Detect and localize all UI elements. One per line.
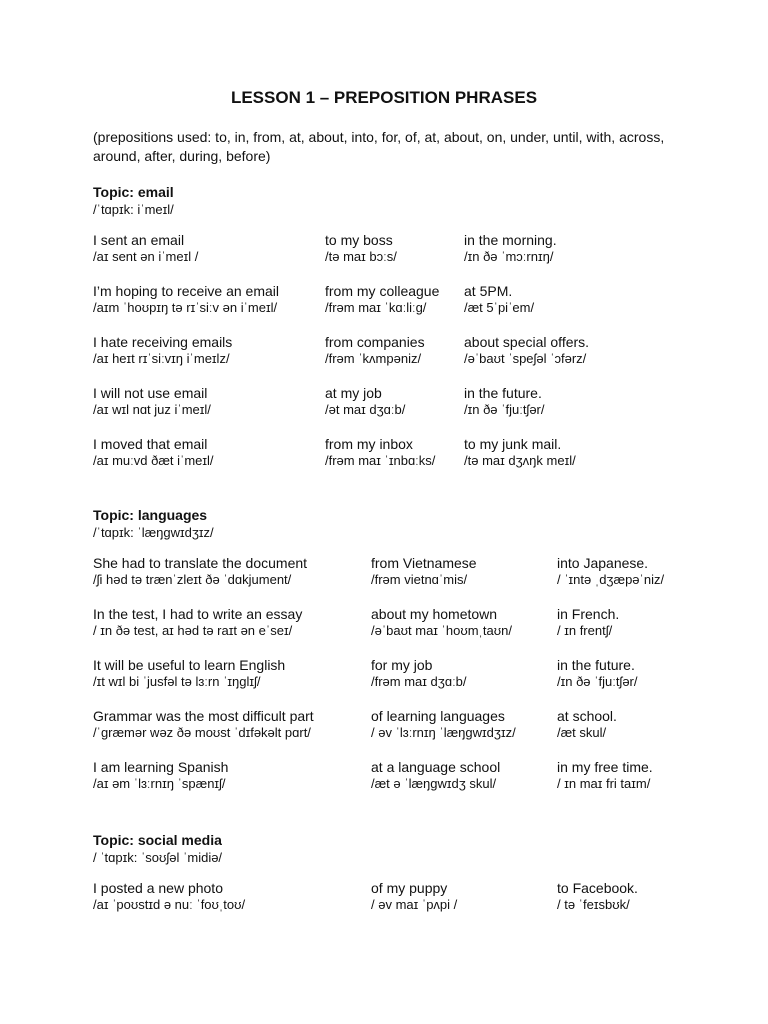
ipa-preposition-1: /frəm vietnɑˈmis/ (371, 572, 468, 587)
ipa-preposition-1: /əˈbaʊt maɪ ˈhoʊmˌtaʊn/ (371, 623, 512, 638)
phrase-preposition-1: from companies (325, 334, 425, 350)
phrase-preposition-2: in the future. (464, 385, 542, 401)
ipa-preposition-2: /æt skul/ (557, 725, 607, 740)
phrase-preposition-1: of learning languages (371, 708, 505, 724)
ipa-subject: / ɪn ðə test, aɪ həd tə raɪt ən eˈseɪ/ (93, 623, 293, 638)
section-languages (93, 506, 733, 793)
phrase-subject: I moved that email (93, 436, 208, 452)
topic-ipa: /ˈtɑpɪk: ˈlæŋgwɪdʒɪz/ (93, 525, 214, 540)
phrase-preposition-2: to Facebook. (557, 880, 638, 896)
ipa-preposition-1: /frəm maɪ ˈɪnbɑːks/ (325, 453, 436, 468)
topic-heading: Topic: social media (93, 832, 222, 848)
phrase-preposition-1: from my inbox (325, 436, 413, 452)
phrase-preposition-2: in French. (557, 606, 620, 622)
phrase-row (93, 880, 733, 914)
page-title: LESSON 1 – PREPOSITION PHRASES (230, 88, 538, 107)
phrase-row (93, 385, 733, 419)
ipa-subject: /aɪ heɪt rɪˈsiːvɪŋ iˈmeɪlz/ (93, 351, 230, 366)
section-email (93, 183, 733, 470)
ipa-subject: /aɪm ˈhoʊpɪŋ tə rɪˈsiːv ən iˈmeɪl/ (93, 300, 278, 315)
ipa-preposition-2: /əˈbaʊt ˈspeʃəl ˈɔfərz/ (464, 351, 587, 366)
ipa-subject: /ˈgræmər wəz ðə moʊst ˈdɪfəkəlt pɑrt/ (93, 725, 311, 740)
phrase-preposition-1: for my job (371, 657, 433, 673)
phrase-row (93, 436, 733, 470)
section-social-media (93, 831, 733, 914)
phrase-preposition-1: to my boss (325, 232, 393, 248)
phrase-row (93, 606, 733, 640)
phrase-preposition-2: to my junk mail. (464, 436, 562, 452)
topic-heading: Topic: email (93, 184, 174, 200)
phrase-row (93, 283, 733, 317)
ipa-preposition-1: /frəm ˈkʌmpəniz/ (325, 351, 422, 366)
ipa-subject: /aɪ ˈpoʊstɪd ə nuː ˈfoʊˌtoʊ/ (93, 897, 246, 912)
ipa-preposition-2: /ɪn ðə ˈfjuːtʃər/ (464, 402, 545, 417)
ipa-subject: /aɪ sent ən iˈmeɪl / (93, 249, 199, 264)
phrase-preposition-2: at 5PM. (464, 283, 513, 299)
ipa-preposition-1: /tə maɪ bɔːs/ (325, 249, 397, 264)
phrase-subject: I will not use email (93, 385, 208, 401)
phrase-subject: I sent an email (93, 232, 185, 248)
phrase-preposition-2: at school. (557, 708, 617, 724)
phrase-preposition-1: about my hometown (371, 606, 498, 622)
phrase-subject: I hate receiving emails (93, 334, 233, 350)
topic-ipa: / ˈtɑpɪk: ˈsoʊʃəl ˈmidiə/ (93, 850, 223, 865)
ipa-preposition-1: / əv maɪ ˈpʌpi / (371, 897, 458, 912)
phrase-subject: I am learning Spanish (93, 759, 229, 775)
phrase-subject: Grammar was the most difficult part (93, 708, 314, 724)
phrase-preposition-1: of my puppy (371, 880, 448, 896)
ipa-preposition-1: /frəm maɪ dʒɑːb/ (371, 674, 467, 689)
ipa-preposition-2: /ɪn ðə ˈmɔːrnɪŋ/ (464, 249, 554, 264)
ipa-preposition-2: / tə ˈfeɪsbʊk/ (557, 897, 630, 912)
phrase-preposition-1: at my job (325, 385, 382, 401)
ipa-subject: /aɪ əm ˈlɜːrnɪŋ ˈspænɪʃ/ (93, 776, 226, 791)
ipa-preposition-2: /tə maɪ dʒʌŋk meɪl/ (464, 453, 576, 468)
phrase-preposition-2: about special offers. (464, 334, 590, 350)
ipa-preposition-2: / ɪn frentʃ/ (557, 623, 613, 638)
ipa-preposition-1: / əv ˈlɜːrnɪŋ ˈlæŋgwɪdʒɪz/ (371, 725, 516, 740)
prepositions-intro: (prepositions used: to, in, from, at, about, into, for, of, at, about, on, under, until, with, across, around, after, during, before) (93, 129, 665, 164)
phrase-preposition-1: at a language school (371, 759, 501, 775)
ipa-subject: /aɪ wɪl nɑt juz iˈmeɪl/ (93, 402, 211, 417)
ipa-preposition-1: /ət maɪ dʒɑːb/ (325, 402, 406, 417)
phrase-row (93, 657, 733, 691)
phrase-preposition-2: into Japanese. (557, 555, 649, 571)
phrase-row (93, 232, 733, 266)
phrase-preposition-1: from Vietnamese (371, 555, 477, 571)
ipa-preposition-1: /æt ə ˈlæŋgwɪdʒ skul/ (371, 776, 497, 791)
phrase-subject: It will be useful to learn English (93, 657, 286, 673)
phrase-preposition-2: in the future. (557, 657, 635, 673)
ipa-subject: /ɪt wɪl bi ˈjusfəl tə lɜːrn ˈɪŋglɪʃ/ (93, 674, 261, 689)
phrase-preposition-2: in the morning. (464, 232, 557, 248)
phrase-row (93, 708, 733, 742)
phrase-subject: I posted a new photo (93, 880, 223, 896)
phrase-row (93, 555, 733, 589)
ipa-preposition-1: /frəm maɪ ˈkɑːliːg/ (325, 300, 427, 315)
phrase-row (93, 759, 733, 793)
phrase-subject: She had to translate the document (93, 555, 308, 571)
ipa-preposition-2: / ɪn maɪ fri taɪm/ (557, 776, 651, 791)
topic-ipa: /ˈtɑpɪk: iˈmeɪl/ (93, 202, 174, 217)
phrase-preposition-1: from my colleague (325, 283, 440, 299)
ipa-preposition-2: / ˈɪntə ˌdʒæpəˈniz/ (557, 572, 665, 587)
phrase-subject: I’m hoping to receive an email (93, 283, 279, 299)
phrase-row (93, 334, 733, 368)
ipa-preposition-2: /æt 5ˈpiˈem/ (464, 300, 535, 315)
phrase-preposition-2: in my free time. (557, 759, 653, 775)
ipa-subject: /aɪ muːvd ðæt iˈmeɪl/ (93, 453, 214, 468)
ipa-preposition-2: /ɪn ðə ˈfjuːtʃər/ (557, 674, 638, 689)
phrase-subject: In the test, I had to write an essay (93, 606, 303, 622)
ipa-subject: /ʃi həd tə trænˈzleɪt ðə ˈdɑkjument/ (93, 572, 292, 587)
topic-heading: Topic: languages (93, 507, 208, 523)
